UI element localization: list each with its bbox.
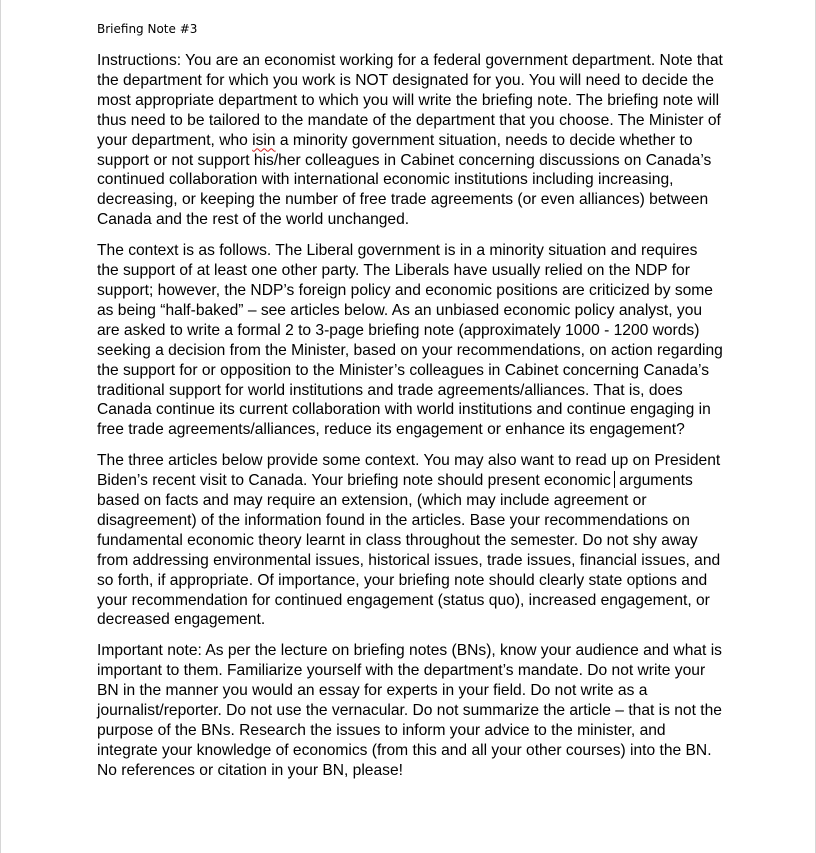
paragraph-context: The context is as follows. The Liberal government is in a minority situation and requires the support of at least one other party. The Liberals have usually relied on the NDP for support; however, the NDP’s foreign policy and economic positions are criticized by some as being “half-baked” – see articles below. As an unbiased economic policy analyst, you are asked to write a formal 2 to 3-page briefing note (approximately 1000 - 1200 words) seeking a decision from the Minister, based on your recommendations, on action regarding the support for or opposition to the Minister’s colleagues in Cabinet concerning Canada’s traditional support for world institutions and trade agreements/alliances. That is, does Canada continue its current collaboration with world institutions and continue engaging in free trade agreements/alliances, reduce its engagement or enhance its engagement?: [97, 242, 723, 439]
paragraph-important-note: Important note: As per the lecture on briefing notes (BNs), know your audience and what is important to them. Familiarize yourself with the department’s mandate. Do not write your BN in the manner you would an essay for experts in your field. Do not write as a journalist/reporter. Do not use the vernacular. Do not summarize the article – that is not the purpose of the BNs. Research the issues to inform your advice to the minister, and integrate your knowledge of economics (from this and all your other courses) into the BN. No references or citation in your BN, please!: [97, 642, 722, 779]
document-title: Briefing Note #3: [97, 22, 198, 36]
document-body[interactable]: [97, 51, 723, 792]
paragraph-instructions-text-start: Instructions: You are an economist working for a federal government department. Note that the department for which you work is NOT designated for you. You will need to decide the most appropriate department to which you will write the briefing note. The briefing note will thus need to be tailored to the mandate of the department that you choose. The Minister of your department, who: [97, 52, 723, 149]
paragraph-instructions: [97, 51, 723, 230]
paragraph-instructions-text-end: a minority government situation, needs to decide whether to support or not support his/her colleagues in Cabinet concerning discussions on Canada’s continued collaboration with international economic institutions including increasing, decreasing, or keeping the number of free trade agreements (or even alliances) between Canada and the rest of the world unchanged.: [97, 131, 712, 229]
paragraph-articles: [97, 451, 723, 630]
spellcheck-flagged-word[interactable]: isin: [252, 131, 276, 149]
paragraph-articles-text-start: The three articles below provide some context. You may also want to read up on President Biden’s recent visit to Canada. Your briefing note should present economic: [97, 452, 721, 490]
paragraph-articles-text-end: arguments based on facts and may require an extension, (which may include agreement or disagreement) of the information found in the articles. Base your recommendations on fundamental economic theory learnt in class throughout the semester. Do not shy away from addressing environmental issues, historical issues, trade issues, financial issues, and so forth, if appropriate. Of importance, your briefing note should clearly state options and your recommendation for continued engagement (status quo), increased engagement, or decreased engagement.: [97, 472, 721, 629]
